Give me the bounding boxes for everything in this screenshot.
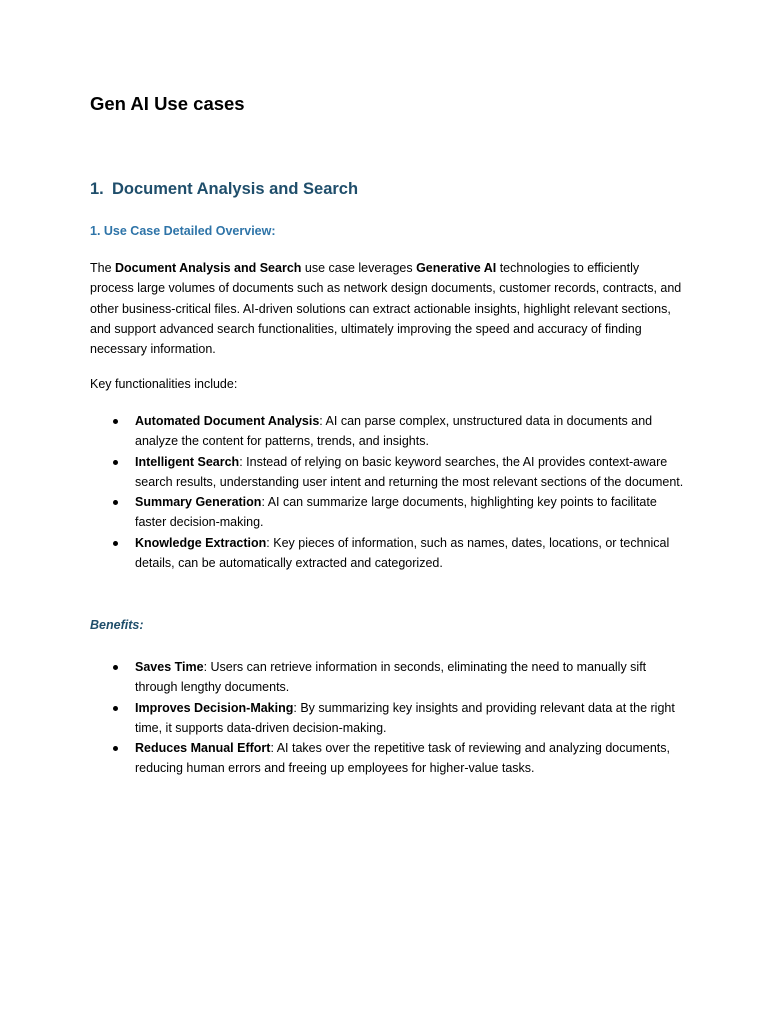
benefit-text: : AI takes over the repetitive task of reviewing and analyzing documents, reducing human errors and freeing up employees for higher-value tasks. <box>135 741 670 776</box>
list-item <box>90 452 685 493</box>
functionality-term: Knowledge Extraction <box>135 535 267 550</box>
bullet-icon <box>113 500 118 505</box>
functionality-term: Intelligent Search <box>135 454 240 469</box>
benefit-term: Saves Time <box>135 660 204 674</box>
bullet-icon <box>113 706 118 711</box>
bullet-icon <box>113 541 118 546</box>
list-item <box>90 533 685 574</box>
intro-bold-1: Document Analysis and Search <box>115 261 302 275</box>
benefit-term: Reduces Manual Effort <box>135 741 271 756</box>
intro-text-1: The <box>90 261 116 275</box>
list-item <box>90 657 685 698</box>
functionality-text: : Key pieces of information, such as names, dates, locations, or technical details, can be automatically extracted and categorized. <box>135 535 670 571</box>
benefit-text: : Users can retrieve information in seconds, eliminating the need to manually sift through lengthy documents. <box>135 660 647 695</box>
list-item <box>90 492 685 533</box>
document-title: Gen AI Use cases <box>90 93 245 114</box>
functionality-text: : Instead of relying on basic keyword searches, the AI provides context-aware search results, understanding user intent and returning the most relevant sections of the document. <box>135 454 684 489</box>
list-item <box>90 411 685 452</box>
functionality-text: : AI can summarize large documents, highlighting key points to facilitate faster decision-making. <box>135 495 657 530</box>
list-item <box>90 698 685 739</box>
bullet-icon <box>113 746 118 751</box>
benefits-heading: Benefits: <box>90 618 144 632</box>
bullet-icon <box>113 460 118 465</box>
intro-text-3: technologies to efficiently process large volumes of documents such as network design documents, customer records, contracts, and other business-critical files. AI-driven solutions can extract actionable insights, highlight relevant sections, and support advanced search functionalities, ultimately improving the speed and accuracy of finding necessary information. <box>90 261 682 357</box>
benefits-list <box>90 657 685 779</box>
list-item <box>90 738 685 779</box>
section-title: Document Analysis and Search <box>112 180 359 198</box>
intro-paragraph <box>90 258 685 359</box>
intro-text-2: use case leverages <box>301 261 417 275</box>
functionality-term: Automated Document Analysis <box>135 414 320 428</box>
benefit-term: Improves Decision-Making <box>135 700 294 715</box>
benefit-text: : By summarizing key insights and providing relevant data at the right time, it supports data-driven decision-making. <box>135 700 675 735</box>
functionalities-list <box>90 411 685 573</box>
functionality-text: : AI can parse complex, unstructured data in documents and analyze the content for patterns, trends, and insights. <box>135 414 653 449</box>
key-functionalities-label: Key functionalities include: <box>90 377 238 391</box>
section-heading <box>90 180 358 199</box>
functionality-term: Summary Generation <box>135 495 262 510</box>
overview-subheading: 1. Use Case Detailed Overview: <box>90 224 276 238</box>
bullet-icon <box>113 419 118 424</box>
bullet-icon <box>113 665 118 670</box>
section-number: 1. <box>90 180 104 198</box>
intro-bold-2: Generative AI <box>416 261 497 275</box>
